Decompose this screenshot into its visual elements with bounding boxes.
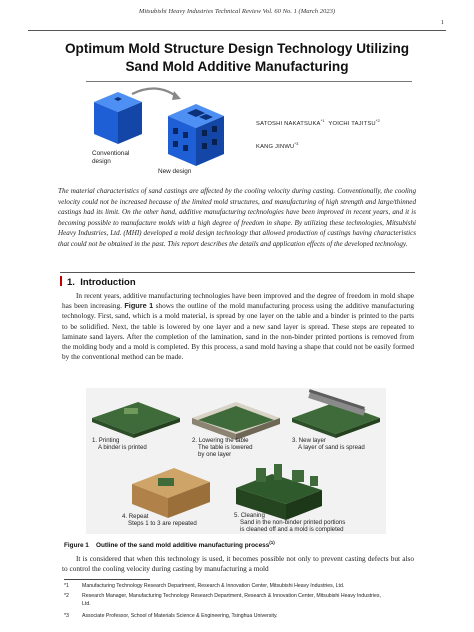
author-name: SATOSHI NAKATSUKA xyxy=(256,120,321,127)
page-title xyxy=(20,40,454,75)
new-design-mold-cube xyxy=(168,104,224,166)
mold-design-illustration xyxy=(84,84,234,180)
footnote-mark: *1 xyxy=(64,583,69,589)
step-3-label: 3. New layer A layer of sand is spread xyxy=(292,437,365,451)
title-line-2: Sand Mold Additive Manufacturing xyxy=(125,58,349,74)
footnote-mark: *3 xyxy=(64,613,69,619)
authors-line-2 xyxy=(256,141,299,150)
conventional-mold-cube xyxy=(94,92,142,144)
figure-reference: Figure 1 xyxy=(124,301,154,311)
caption-label: Figure 1 xyxy=(64,542,89,550)
footnote-1: *1 Manufacturing Technology Research Department, Research & Innovation Center, Mitsubishi Heavy Industries, Ltd. xyxy=(64,583,345,589)
section-number: 1. xyxy=(67,277,75,288)
arrow-icon xyxy=(132,88,176,96)
footnote-rule xyxy=(64,579,150,580)
step-1-label: 1. Printing A binder is printed xyxy=(92,437,147,451)
section-rule xyxy=(60,272,415,273)
body-paragraph-1: In recent years, additive manufacturing technologies have been improved and the degree of freedom in mold shape has been increasing. Figure 1 shows the outline of the mold manufacturing process using the additive manufacturing technology. First, sand, which is a mold material, is spread by one layer on the table and a binder is printed to the parts to be solidified. Next, the table is lowered by one layer and a new sand layer is spread. These steps are repeated to laminate sand layers. After the completion of the lamination, sand in the non-binder printed portions is removed from the molding body and a mold is completed. By this process, a sand mold having a shape that could not be easily formed by the conventional method can be made. xyxy=(62,291,414,362)
caption-reference: (1) xyxy=(269,540,275,545)
hero-image xyxy=(84,84,234,180)
abstract: The material characteristics of sand castings are affected by the cooling velocity during casting. Conventionally, the cooling velocity could not be increased because of the limited mold structures, and manufacturing of high strength and large/thinned castings had its limit. On the other hand, additive manufacturing technologies have been improved in recent years, and it is becoming possible to manufacture molds with a high degree of freedom in shape. By utilizing these technologies, Mitsubishi Heavy Industries, Ltd. (MHI) developed a mold design technology that allowed production of castings having characteristics that could not be obtained in the past. This report describes the details and application effects of the developed technology. xyxy=(58,187,416,248)
caption-text: Outline of the sand mold additive manufacturing process xyxy=(95,542,270,550)
section-accent-bar xyxy=(60,276,62,286)
footnote-2-continuation: Ltd. xyxy=(82,601,91,607)
step-5-label: 5. Cleaning Sand in the non-binder printed portions is cleaned off and a mold is completed xyxy=(234,512,346,533)
figure-1-panel xyxy=(86,388,386,534)
page-number: 1 xyxy=(440,19,444,26)
author-mark: *1 xyxy=(320,118,325,123)
author-mark: *2 xyxy=(375,118,380,123)
title-rule xyxy=(86,81,412,82)
author-name: YOICHI TAJITSU xyxy=(328,120,376,127)
author-name: KANG JINWU xyxy=(256,143,295,150)
step-4-label: 4. Repeat Steps 1 to 3 are repeated xyxy=(122,513,197,527)
author-mark: *3 xyxy=(294,141,299,146)
conventional-design-label: Conventional design xyxy=(92,150,130,165)
section-title: Introduction xyxy=(80,277,136,288)
title-line-1: Optimum Mold Structure Design Technology Utilizing xyxy=(64,41,410,56)
new-design-label: New design xyxy=(158,168,192,175)
step-2-label: 2. Lowering the table The table is lowered by one layer xyxy=(192,437,253,458)
header-rule xyxy=(28,30,446,31)
authors-line-1 xyxy=(256,118,380,127)
section-heading xyxy=(60,276,136,288)
footnote-mark: *2 xyxy=(64,593,69,599)
footnote-2: *2 Research Manager, Manufacturing Technology Research Department, Research & Innovation Center, Mitsubishi Heavy Industries, Ltd. xyxy=(64,593,381,607)
body-paragraph-2: It is considered that when this technology is used, it becomes possible not only to prevent casting defects but also to control the cooling velocity during casting by manufacturing a mold xyxy=(62,554,414,574)
running-head: Mitsubishi Heavy Industries Technical Review Vol. 60 No. 1 (March 2023) xyxy=(138,8,336,15)
figure-1-caption xyxy=(64,540,275,549)
footnote-3: *3 Associate Professor, School of Materials Science & Engineering, Tsinghua University. xyxy=(64,613,278,619)
